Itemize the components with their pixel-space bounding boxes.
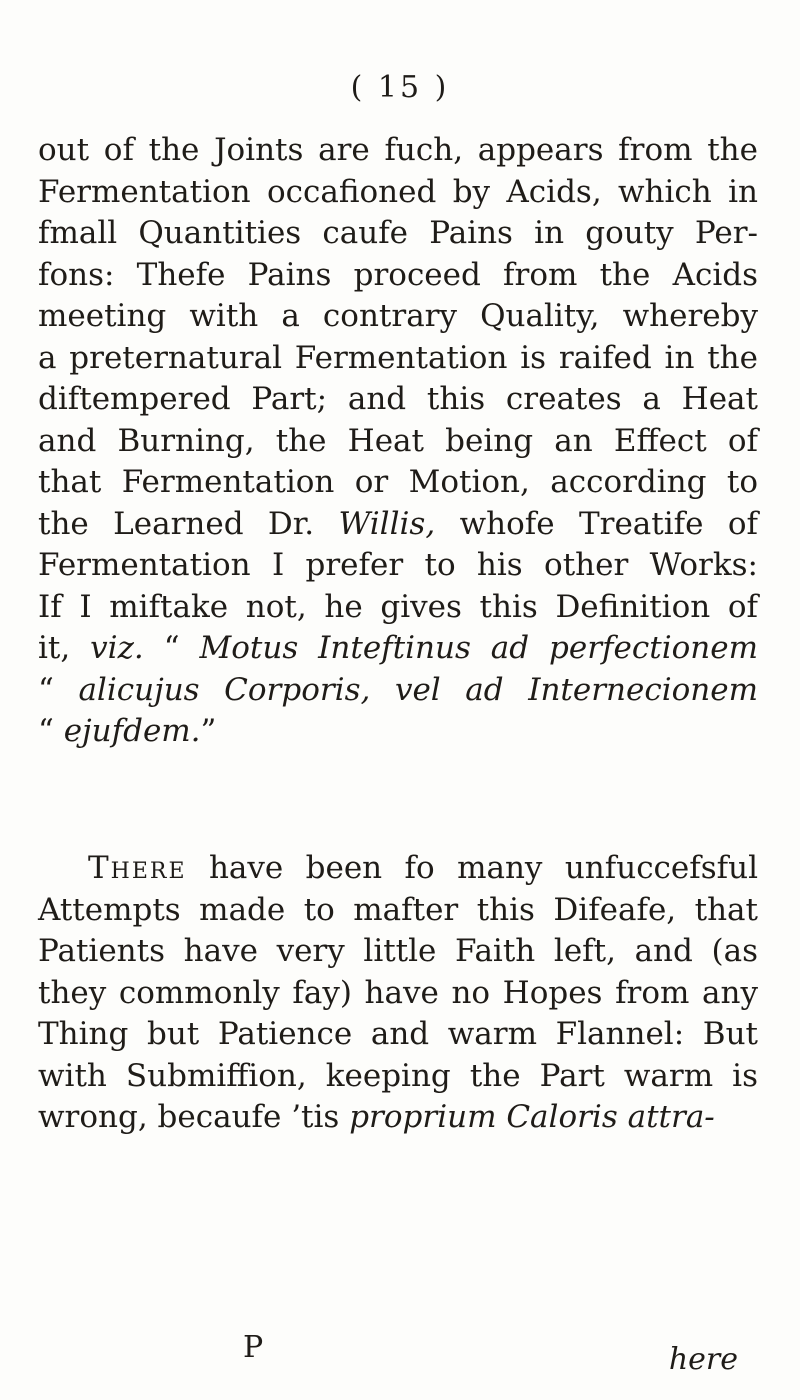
text-line <box>38 338 758 380</box>
text-run: diftempered Part; and this creates a Heat <box>38 381 758 417</box>
text-line <box>38 1014 758 1056</box>
italic-run: viz. <box>90 630 144 666</box>
text-run: “ <box>38 671 79 708</box>
italic-run: alicujus Corporis, vel ad Internecionem <box>78 671 758 708</box>
text-run: whofe Treatife of <box>435 505 759 542</box>
text-line <box>38 973 758 1015</box>
text-run: ” <box>200 713 217 749</box>
italic-run: Motus Inteftinus ad perfectionem <box>199 630 758 666</box>
text-line <box>38 1056 758 1098</box>
text-line <box>38 462 758 504</box>
page-footer <box>38 1330 758 1380</box>
text-run: fons: Thefe Pains proceed from the Acids <box>38 256 758 293</box>
text-run: have been fo many unfuccefsful <box>186 850 758 886</box>
text-run: a preternatural Fermentation is raifed in the <box>38 339 758 376</box>
paragraph-1 <box>38 130 758 753</box>
text-run: Fermentation occafioned by Acids, which in <box>38 173 758 210</box>
text-line <box>38 848 758 890</box>
text-run: If I miftake not, he gives this Definition of <box>38 588 758 625</box>
text-line <box>38 670 758 712</box>
text-line <box>38 421 758 463</box>
text-line <box>38 130 758 172</box>
text-line <box>38 628 758 670</box>
text-run: Fermentation I prefer to his other Works: <box>38 547 758 583</box>
text-run: with Submiffion, keeping the Part warm is <box>38 1057 758 1094</box>
text-line <box>38 296 758 338</box>
text-run: the Learned Dr. <box>38 505 339 542</box>
text-run: meeting with a contrary Quality, whereby <box>38 298 758 334</box>
text-line <box>38 545 758 587</box>
text-run: they commonly fay) have no Hopes from any <box>38 974 758 1011</box>
text-run: “ <box>143 630 200 666</box>
small-caps-word: There <box>88 850 187 886</box>
page-number: ( 15 ) <box>350 70 450 105</box>
signature-mark: P <box>243 1330 264 1365</box>
italic-run: proprium Caloris attra- <box>349 1099 715 1135</box>
text-line <box>38 213 758 255</box>
text-line <box>38 255 758 297</box>
text-run: Attempts made to mafter this Difeafe, that <box>38 891 758 928</box>
italic-run: Willis, <box>338 505 436 542</box>
text-line <box>38 587 758 629</box>
text-line <box>38 711 758 753</box>
text-run: fmall Quantities caufe Pains in gouty Per- <box>38 215 758 251</box>
text-line <box>38 890 758 932</box>
paragraph-2 <box>38 848 758 1139</box>
italic-run: ejufdem. <box>63 713 201 749</box>
text-line <box>38 504 758 546</box>
text-run: Patients have very little Faith left, and (as <box>38 933 758 969</box>
text-run: and Burning, the Heat being an Effect of <box>38 422 758 459</box>
text-run: it, <box>38 630 91 666</box>
text-line <box>38 931 758 973</box>
text-run: “ <box>38 713 64 749</box>
catchword: here <box>668 1342 738 1377</box>
text-run: wrong, becaufe ’tis <box>38 1099 350 1135</box>
text-line <box>38 172 758 214</box>
text-run: that Fermentation or Motion, according to <box>38 464 758 500</box>
text-run: Thing but Patience and warm Flannel: But <box>38 1016 758 1052</box>
text-run: out of the Joints are fuch, appears from the <box>38 132 758 168</box>
text-line <box>38 379 758 421</box>
text-line <box>38 1097 758 1139</box>
